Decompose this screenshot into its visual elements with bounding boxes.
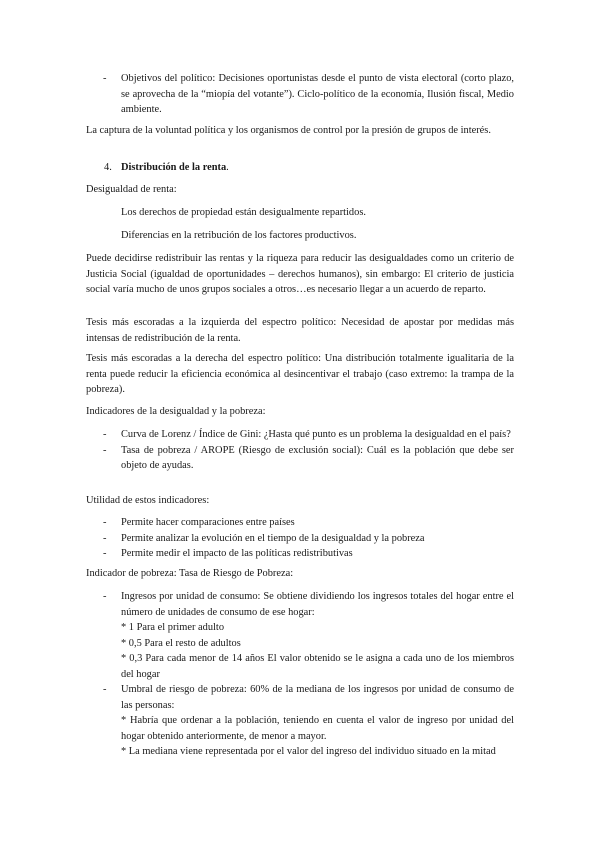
- list-subitem: * La mediana viene representada por el valor del ingreso del individuo situado en la mitad: [121, 746, 496, 757]
- list-item-text: Permite hacer comparaciones entre países: [121, 517, 295, 528]
- list-subitem: * Habría que ordenar a la población, teniendo en cuenta el valor de ingreso por unidad del hogar obtenido anteriormente, de menor a mayor.: [121, 715, 514, 742]
- section-title: Distribución de la renta: [121, 162, 227, 173]
- dash-bullet: -: [103, 532, 107, 544]
- list-item: [86, 71, 514, 118]
- list-item: [86, 515, 514, 531]
- desigualdad-item: Diferencias en la retribución de los factores productivos.: [121, 230, 357, 241]
- list-item: [86, 546, 514, 562]
- paragraph-derecha: Tesis más escoradas a la derecha del espectro político: Una distribución totalmente igualitaria de la renta puede reducir la eficiencia económica al desincentivar el trabajo (caso extremo: la trampa de la pobreza).: [86, 353, 514, 395]
- dash-bullet: -: [103, 429, 107, 440]
- pobreza-label: Indicador de pobreza: Tasa de Riesgo de Pobreza:: [86, 568, 294, 579]
- indicadores-list: [86, 427, 514, 474]
- list-item: [86, 589, 514, 682]
- list-item: [86, 427, 514, 443]
- list-item: [86, 682, 514, 760]
- section-title-period: .: [226, 162, 229, 173]
- list-item-text: Curva de Lorenz / Índice de Gini: ¿Hasta qué punto es un problema la desigualdad en el país?: [121, 429, 511, 440]
- list-subitem: * 1 Para el primer adulto: [121, 622, 225, 633]
- desigualdad-item: Los derechos de propiedad están desigualmente repartidos.: [121, 207, 366, 218]
- dash-bullet: -: [103, 517, 107, 528]
- paragraph-redistribuir: Puede decidirse redistribuir las rentas y la riqueza para reducir las desigualdades como un criterio de Justicia Social (igualdad de oportunidades – derechos humanos), sin embargo: El criterio de justicia social varía mucho de unos grupos sociales a otros…es necesario llegar a un acuerdo de reparto.: [86, 253, 514, 295]
- desigualdad-label: Desigualdad de renta:: [86, 184, 177, 195]
- utilidad-label: Utilidad de estos indicadores:: [86, 495, 210, 506]
- list-subitem: * 0,5 Para el resto de adultos: [121, 637, 241, 649]
- paragraph-izquierda: Tesis más escoradas a la izquierda del espectro político: Necesidad de apostar por medidas más intensas de redistribución de la renta.: [86, 317, 514, 344]
- list-item-text: Ingresos por unidad de consumo: Se obtiene dividiendo los ingresos totales del hogar entre el número de unidades de consumo de ese hogar:: [121, 591, 514, 618]
- list-item-text: Umbral de riesgo de pobreza: 60% de la mediana de los ingresos por unidad de consumo de las personas:: [121, 684, 514, 711]
- dash-bullet: -: [103, 684, 107, 695]
- list-item: [86, 531, 514, 547]
- section-heading: [104, 160, 229, 176]
- list-item-text: Objetivos del político: Decisiones oportunistas desde el punto de vista electoral (corto plazo, se aprovecha de la “miopía del votante”). Ciclo-político de la economía, Ilusión fiscal, Medio ambiente.: [121, 73, 514, 115]
- section-number: 4.: [104, 162, 112, 173]
- list-item-text: Permite medir el impacto de las políticas redistributivas: [121, 548, 353, 559]
- list-subitem: * 0,3 Para cada menor de 14 años El valor obtenido se le asigna a cada uno de los miembros del hogar: [121, 653, 514, 680]
- list-item-text: Tasa de pobreza / AROPE (Riesgo de exclusión social): Cuál es la población que debe ser objeto de ayudas.: [121, 444, 514, 471]
- top-dash-list: [86, 71, 514, 118]
- paragraph-captura: La captura de la voluntad política y los organismos de control por la presión de grupos de interés.: [86, 125, 491, 136]
- indicadores-label: Indicadores de la desigualdad y la pobreza:: [86, 406, 266, 417]
- list-item-text: Permite analizar la evolución en el tiempo de la desigualdad y la pobreza: [121, 532, 425, 544]
- utilidad-list: [86, 515, 514, 562]
- pobreza-list: [86, 589, 514, 760]
- list-item: [86, 443, 514, 474]
- dash-bullet: -: [103, 444, 107, 456]
- dash-bullet: -: [103, 591, 107, 602]
- dash-bullet: -: [103, 548, 107, 559]
- dash-bullet: -: [103, 73, 107, 84]
